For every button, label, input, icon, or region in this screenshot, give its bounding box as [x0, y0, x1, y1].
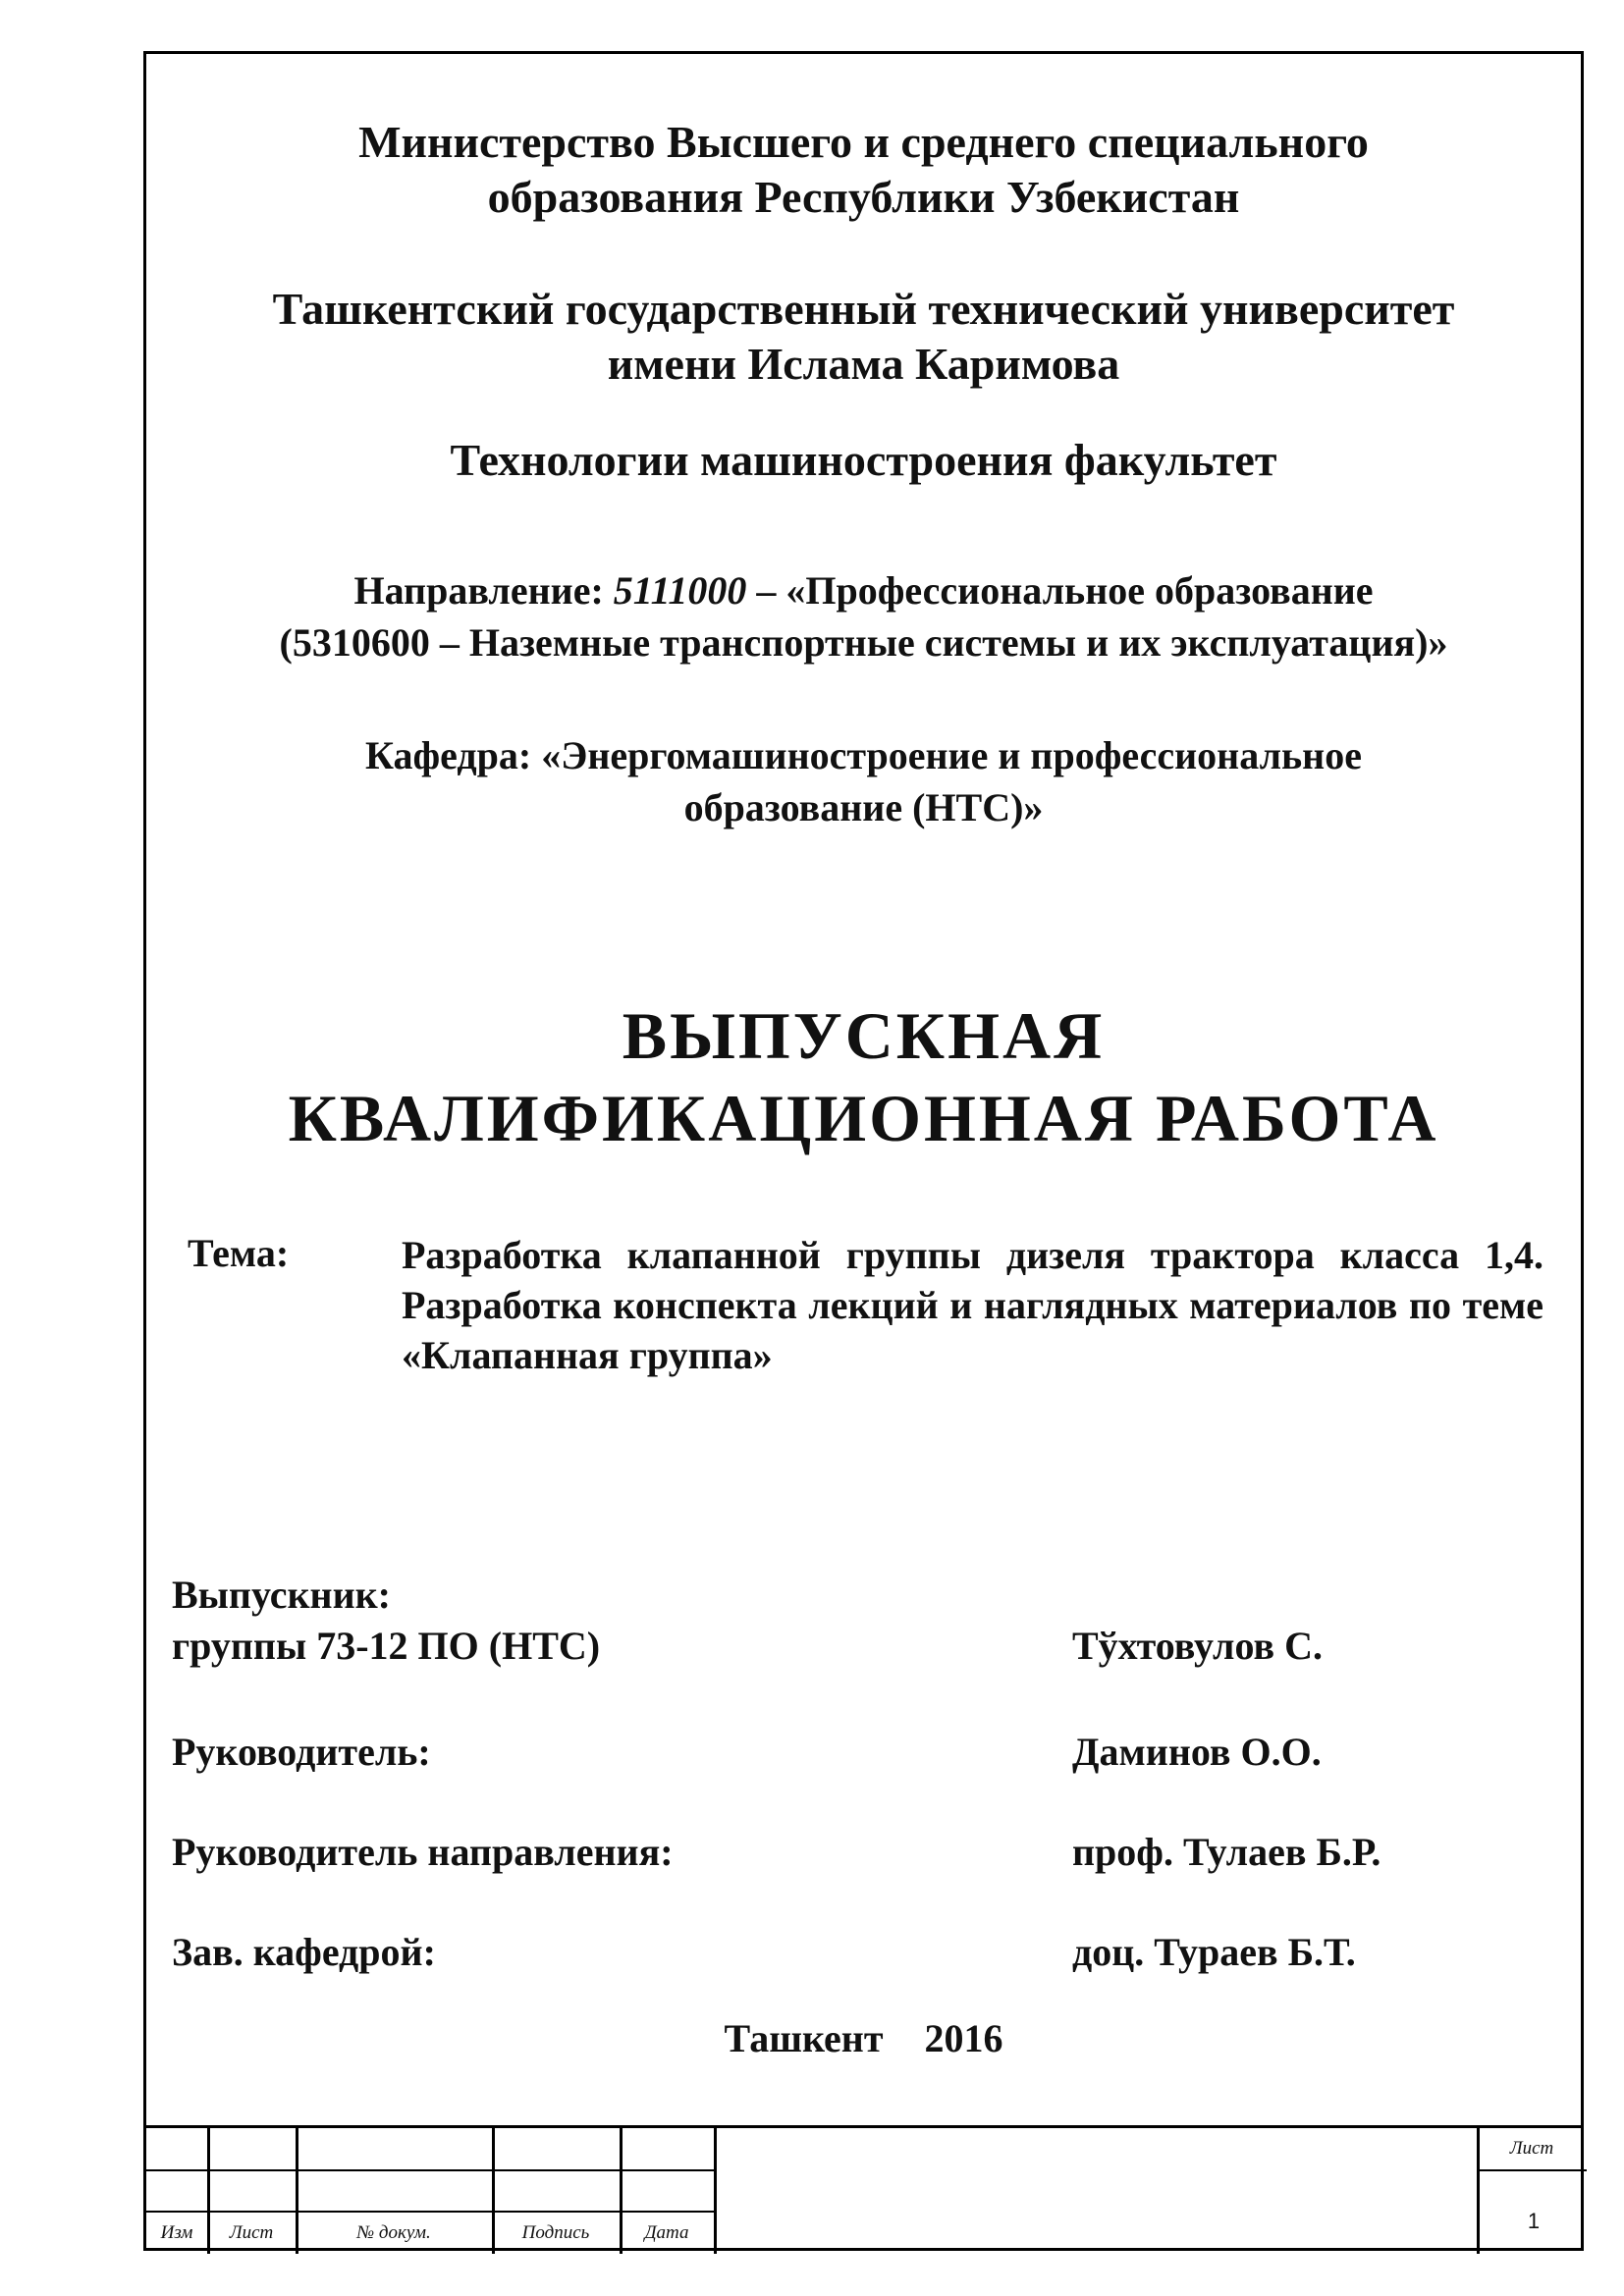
- ministry-heading: [146, 115, 1581, 225]
- university-line-2: имени Ислама Каримова: [607, 339, 1120, 389]
- sheet-number: 1: [1527, 2209, 1541, 2233]
- direction-rest: – «Профессиональное образование: [746, 568, 1374, 613]
- document-title: [146, 994, 1581, 1159]
- department-line-1: Кафедра: «Энергомашиностроение и профессиональное: [365, 733, 1362, 777]
- col-list-label: Лист: [229, 2222, 274, 2243]
- direction-heading: [146, 564, 1581, 668]
- university-line-1: Ташкентский государственный технический университет: [272, 284, 1455, 334]
- direction-prefix: Направление:: [353, 568, 614, 613]
- document-title-line-2: КВАЛИФИКАЦИОННАЯ РАБОТА: [288, 1081, 1439, 1155]
- page-frame: [143, 51, 1584, 2251]
- faculty-heading: Технологии машиностроения факультет: [450, 435, 1277, 485]
- topic-text: Разработка клапанной группы дизеля трактора класса 1,4. Разработка конспекта лекций и наглядных материалов по теме «Клапанная группа»: [402, 1233, 1543, 1377]
- col-sign-label: Подпись: [521, 2222, 590, 2243]
- direction-line-2: (5310600 – Наземные транспортные системы и их эксплуатация)»: [279, 620, 1448, 665]
- department-line-2: образование (НТС)»: [683, 785, 1044, 829]
- direction-line-1: [146, 564, 1581, 616]
- direction-head-name: проф. Тулаев Б.Р.: [1072, 1830, 1381, 1874]
- university-heading: [146, 282, 1581, 392]
- city-year: [146, 2015, 1581, 2061]
- title-block: [146, 2125, 1581, 2254]
- title-block-row-line: [146, 2211, 716, 2213]
- document-title-line-1: ВЫПУСКНАЯ: [622, 998, 1106, 1073]
- ministry-line-2: образования Республики Узбекистан: [487, 172, 1240, 222]
- col-izm-label: Изм: [160, 2222, 193, 2243]
- graduate-name: Тўхтовулов С.: [1072, 1624, 1323, 1668]
- col-doc-label: № докум.: [356, 2222, 431, 2243]
- graduate-label-line-2: группы 73-12 ПО (НТС): [172, 1624, 601, 1668]
- supervisor-name: Даминов О.О.: [1072, 1730, 1322, 1774]
- department-heading: [146, 729, 1581, 833]
- dept-head-label: Зав. кафедрой:: [172, 1930, 436, 1974]
- direction-code: 5111000: [613, 568, 747, 613]
- graduate-label-line-1: Выпускник:: [172, 1573, 391, 1617]
- direction-head-label: Руководитель направления:: [172, 1830, 674, 1874]
- year: 2016: [924, 2016, 1003, 2060]
- supervisor-label: Руководитель:: [172, 1730, 431, 1774]
- dept-head-name: доц. Тураев Б.Т.: [1072, 1930, 1356, 1974]
- title-block-row-line: [1477, 2169, 1587, 2171]
- city: Ташкент: [724, 2016, 884, 2060]
- title-block-row-line: [146, 2169, 716, 2171]
- title-block-divider: [714, 2128, 717, 2254]
- topic-label: Тема:: [188, 1231, 290, 1275]
- ministry-line-1: Министерство Высшего и среднего специального: [358, 117, 1369, 167]
- sheet-label: Лист: [1509, 2138, 1554, 2159]
- col-date-label: Дата: [644, 2222, 689, 2243]
